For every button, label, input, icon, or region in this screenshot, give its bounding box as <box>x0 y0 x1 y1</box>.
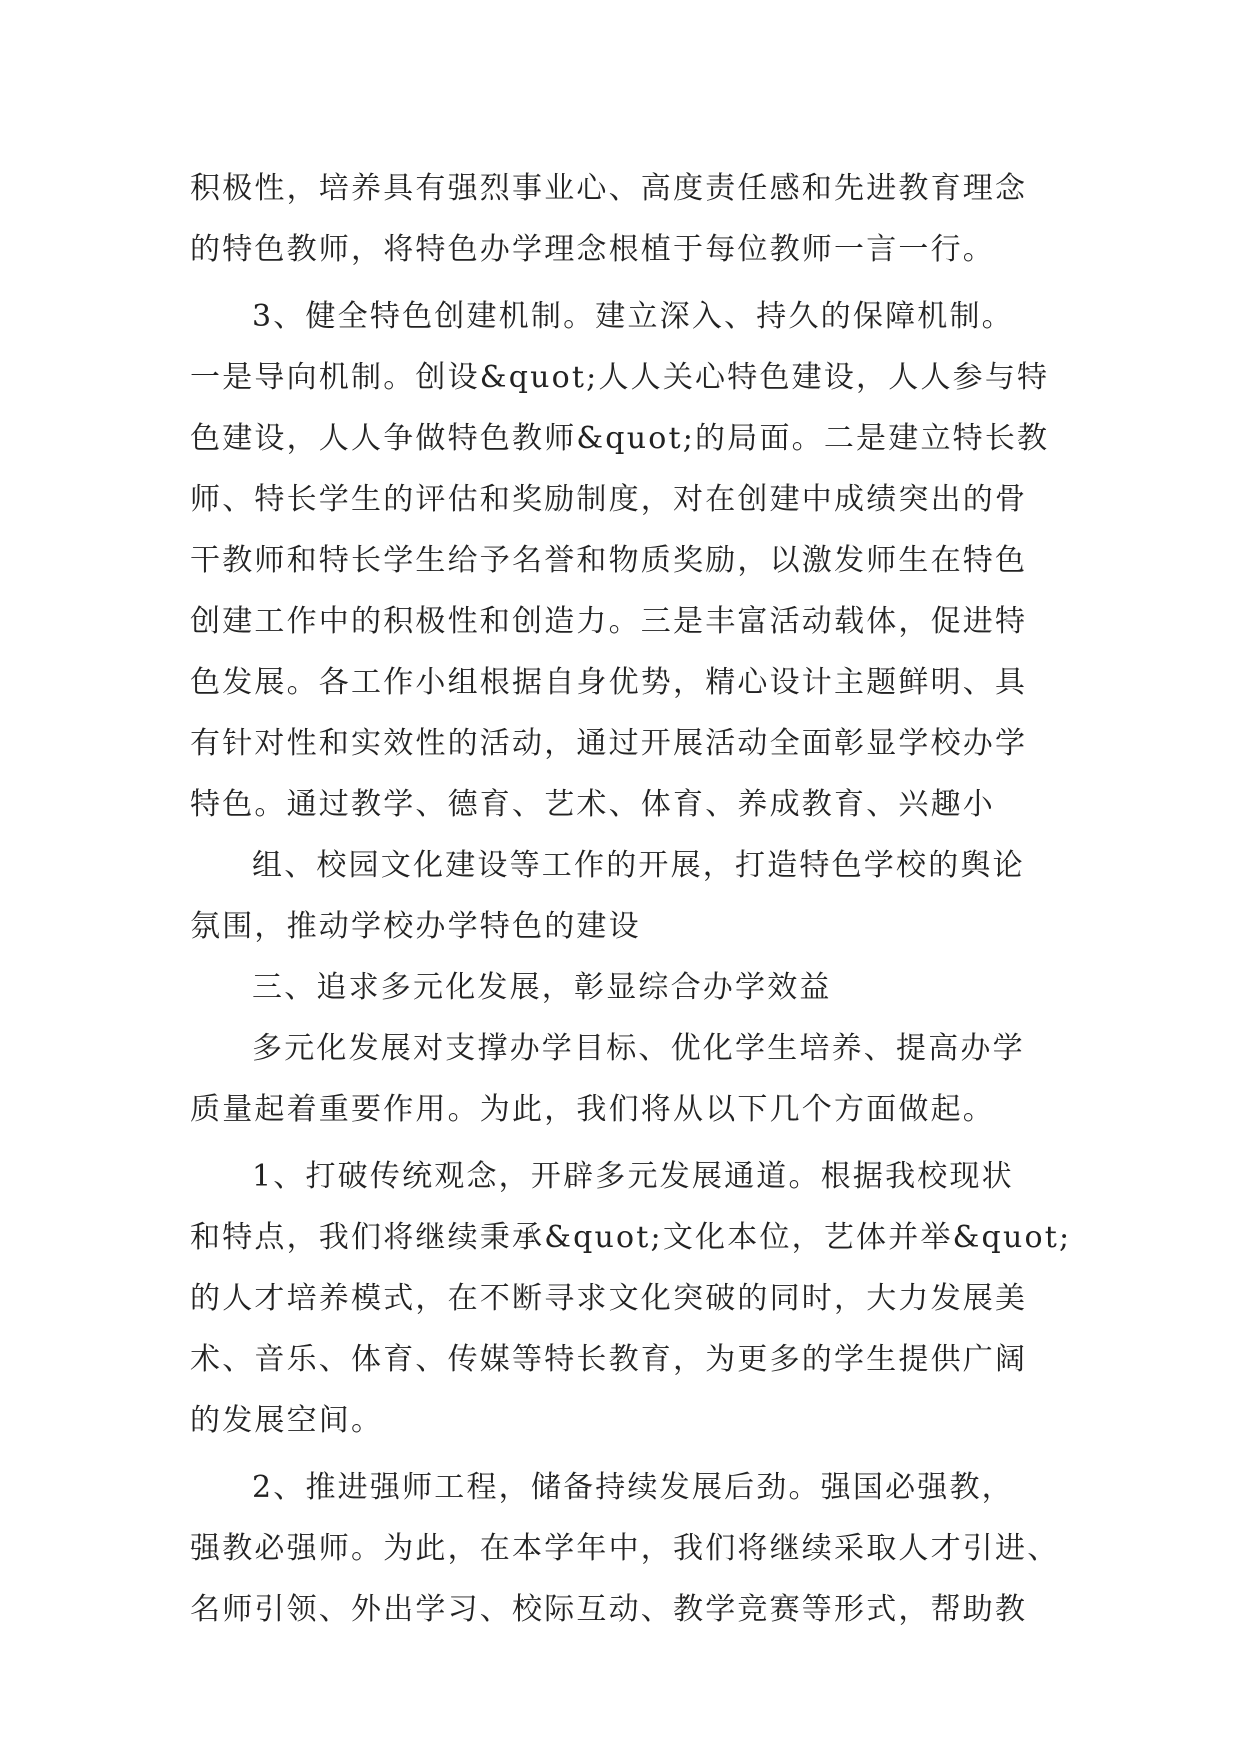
text-line: 创建工作中的积极性和创造力。三是丰富活动载体，促进特 <box>190 604 1028 639</box>
text-line: 干教师和特长学生给予名誉和物质奖励，以激发师生在特色 <box>190 543 1028 578</box>
text-line: 色发展。各工作小组根据自身优势，精心设计主题鲜明、具 <box>190 665 1028 700</box>
text-line: 的发展空间。 <box>190 1403 384 1438</box>
text-line: 2、推进强师工程，储备持续发展后劲。强国必强教， <box>252 1470 1014 1505</box>
text-line: 师、特长学生的评估和奖励制度，对在创建中成绩突出的骨 <box>190 482 1028 517</box>
text-line: 积极性，培养具有强烈事业心、高度责任感和先进教育理念 <box>190 171 1028 206</box>
text-line: 1、打破传统观念，开辟多元发展通道。根据我校现状 <box>252 1159 1014 1194</box>
text-line: 一是导向机制。创设&quot;人人关心特色建设，人人参与特 <box>190 360 1050 395</box>
text-line: 和特点，我们将继续秉承&quot;文化本位，艺体并举&quot; <box>190 1220 1072 1255</box>
section-heading: 三、追求多元化发展，彰显综合办学效益 <box>252 970 832 1005</box>
document-body <box>190 158 1070 1640</box>
text-line: 组、校园文化建设等工作的开展，打造特色学校的舆论 <box>252 848 1025 883</box>
text-line: 术、音乐、体育、传媒等特长教育，为更多的学生提供广阔 <box>190 1342 1028 1377</box>
text-line: 多元化发展对支撑办学目标、优化学生培养、提高办学 <box>252 1031 1025 1066</box>
text-line: 特色。通过教学、德育、艺术、体育、养成教育、兴趣小 <box>190 787 995 822</box>
text-line: 的人才培养模式，在不断寻求文化突破的同时，大力发展美 <box>190 1281 1028 1316</box>
text-line: 3、健全特色创建机制。建立深入、持久的保障机制。 <box>252 299 1014 334</box>
text-line: 氛围，推动学校办学特色的建设 <box>190 909 641 944</box>
text-line: 质量起着重要作用。为此，我们将从以下几个方面做起。 <box>190 1092 995 1127</box>
text-line: 名师引领、外出学习、校际互动、教学竞赛等形式，帮助教 <box>190 1592 1028 1627</box>
text-line: 色建设，人人争做特色教师&quot;的局面。二是建立特长教 <box>190 421 1050 456</box>
text-line: 有针对性和实效性的活动，通过开展活动全面彰显学校办学 <box>190 726 1028 761</box>
text-line: 的特色教师，将特色办学理念根植于每位教师一言一行。 <box>190 232 995 267</box>
text-line: 强教必强师。为此，在本学年中，我们将继续采取人才引进、 <box>190 1531 1060 1566</box>
